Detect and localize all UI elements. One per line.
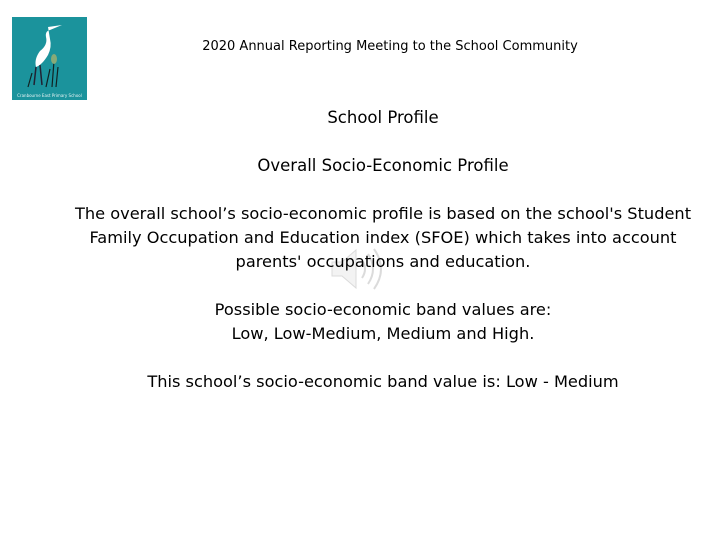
school-band-paragraph: This school’s socio-economic band value is: Low - Medium <box>147 372 619 391</box>
header-title: 2020 Annual Reporting Meeting to the School Community <box>202 39 578 54</box>
logo-text: Cranbourne East Primary School <box>17 93 82 98</box>
school-logo <box>12 17 87 100</box>
bands-paragraph <box>60 298 706 346</box>
bands-list: Low, Low-Medium, Medium and High. <box>231 324 535 343</box>
section-title: Overall Socio-Economic Profile <box>257 156 509 175</box>
bands-intro: Possible socio-economic band values are: <box>214 300 552 319</box>
page-title: School Profile <box>327 108 439 127</box>
description-paragraph: The overall school’s socio-economic profile is based on the school's Student Family Occupation and Education index (SFOE) which takes into account parents' occupations and education. <box>74 204 692 271</box>
egret-icon <box>12 17 87 100</box>
